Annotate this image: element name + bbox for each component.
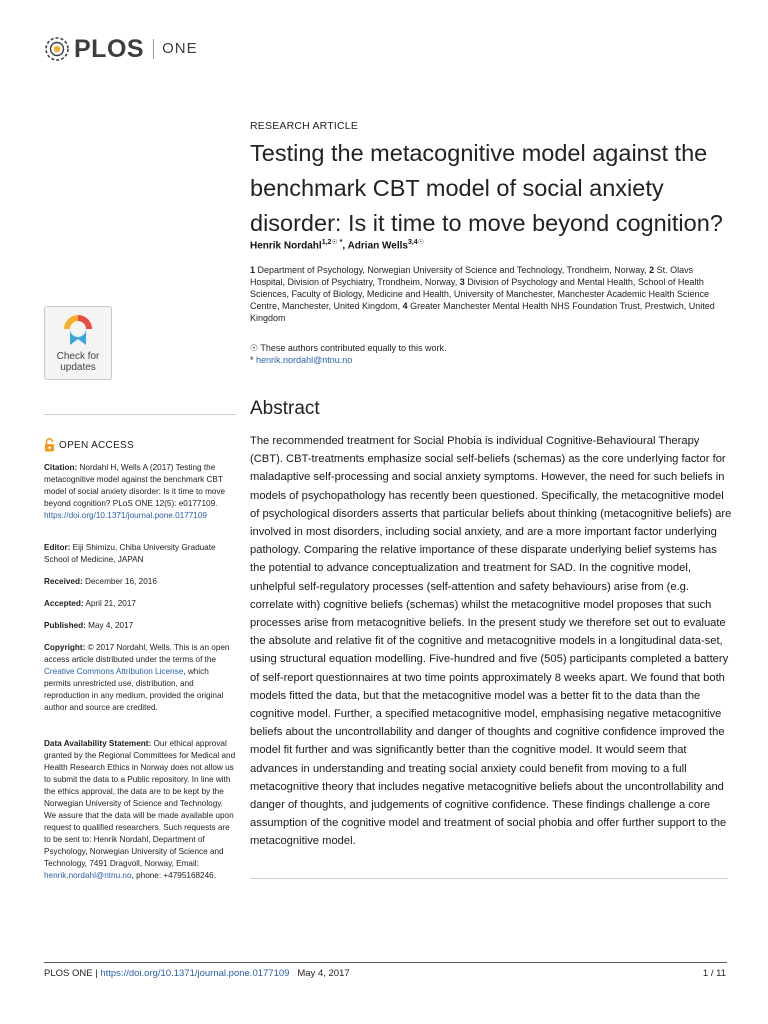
copyright-label: Copyright:: [44, 643, 86, 652]
footer-date: May 4, 2017: [297, 968, 350, 979]
check-for-updates-badge[interactable]: [44, 306, 112, 380]
affiliation-number: 2: [649, 265, 655, 275]
abstract-heading: Abstract: [250, 398, 320, 419]
license-link[interactable]: Creative Commons Attribution License: [44, 667, 184, 676]
affiliation-number: 3: [459, 277, 465, 287]
data-availability-text-end: , phone: +4795168246.: [131, 871, 216, 880]
logo-journal-text: ONE: [162, 40, 198, 57]
author-name[interactable]: Henrik Nordahl: [250, 240, 322, 252]
corresponding-author-note: [250, 354, 352, 366]
affiliations: [250, 264, 720, 324]
abstract-divider: [250, 878, 728, 879]
affiliation-number: 4: [402, 301, 408, 311]
plos-logo-icon: [44, 36, 70, 62]
author-affiliation-marks: 3,4☉: [407, 239, 424, 246]
footer-journal: PLOS ONE |: [44, 968, 98, 979]
citation-label: Citation:: [44, 463, 78, 472]
check-for-updates-label: [45, 351, 111, 373]
copyright-text: © 2017 Nordahl, Wells. This is an open access article distributed under the terms of the: [44, 643, 230, 664]
accepted-text: April 21, 2017: [85, 599, 136, 608]
author-list: Henrik Nordahl$^{1,2☉ *}$, Adrian Wells$^{3,4☉}$: [250, 239, 424, 252]
article-type: RESEARCH ARTICLE: [250, 120, 359, 132]
crossmark-icon: [60, 311, 96, 349]
equal-contribution-note: ☉ These authors contributed equally to this work.: [250, 343, 447, 353]
open-lock-icon: [44, 438, 55, 452]
editor-text: Eiji Shimizu, Chiba University Graduate School of Medicine, JAPAN: [44, 543, 216, 564]
published-label: Published:: [44, 621, 86, 630]
published-date: [44, 620, 236, 632]
author-affiliation-marks: 1,2☉ *: [321, 239, 343, 246]
plos-one-logo: [44, 34, 198, 64]
received-date: [44, 576, 236, 588]
footer-citation: [44, 968, 350, 979]
received-label: Received:: [44, 577, 83, 586]
affiliation-text: Department of Psychology, Norwegian University of Science and Technology, Trondheim, Norway,: [257, 265, 647, 275]
received-text: December 16, 2016: [84, 577, 157, 586]
data-availability-email-link[interactable]: henrik.nordahl@ntnu.no: [44, 871, 132, 880]
copyright-text-end: , which permits unrestricted use, distribution, and reproduction in any medium, provided the original author and source are credited.: [44, 667, 224, 712]
open-access-text: OPEN ACCESS: [59, 439, 134, 451]
footer-divider: [44, 962, 727, 963]
data-availability-block: [44, 738, 236, 882]
affiliation-number: 1: [250, 265, 256, 275]
footer-doi-link[interactable]: https://doi.org/10.1371/journal.pone.0177109: [100, 968, 290, 979]
citation-text: Nordahl H, Wells A (2017) Testing the metacognitive model against the benchmark CBT model of social anxiety disorder: Is it time to move beyond cognition? PLoS ONE 12(5): e0177109.: [44, 463, 226, 508]
affiliation-text: Greater Manchester Mental Health NHS Foundation Trust, Prestwich, United Kingdom: [250, 301, 715, 323]
accepted-label: Accepted:: [44, 599, 84, 608]
open-access-label: [44, 438, 134, 452]
corresponding-email-link[interactable]: henrik.nordahl@ntnu.no: [256, 355, 353, 365]
accepted-date: [44, 598, 236, 610]
editor-block: [44, 542, 236, 566]
data-availability-text: Our ethical approval granted by the Regional Committees for Medical and Health Research Ethics in Norway does not allow us to submit the data to a Public repository. In line with the ethics approval, the data are to be kept by the Norwegian University of Science and Technology. We assure that the data will be made available upon request to qualified researchers. Such requests are to be sent to: Henrik Nordahl, Department of Psychology, Norwegian University of Science and Technology, 7491 Dragvoll, Norway, Email:: [44, 739, 236, 868]
author-name[interactable]: Adrian Wells: [347, 240, 408, 252]
copyright-block: [44, 642, 236, 714]
abstract-text: The recommended treatment for Social Phobia is individual Cognitive-Behavioural Therapy (CBT). CBT-treatments emphasize social self-beliefs (schemas) as the core underlying factor for maladaptive self-processing and social anxiety symptoms. However, the need for such beliefs in models of psychopathology has recently been questioned. Specifically, the metacognitive model of psychological disorders asserts that particular beliefs about thinking (metacognitive beliefs) are involved in most disorders, including social anxiety, and are a more important factor underlying pathology. Comparing the relative importance of these disparate underlying belief systems has the potential to advance conceptualization and treatment for SAD. In the cognitive model, unhelpful self-regulatory processes (self-attention and safety behaviours) arise from (e.g. correlate with) cognitive beliefs (schemas) whilst the metacognitive model proposes that such processes arise from metacognitive beliefs. In the present study we therefore set out to evaluate the absolute and relative fit of the cognitive and metacognitive models in a longitudinal data-set, using structural equation modelling. Five-hundred and five (505) participants completed a battery of self-report questionnaires at two time points approximately 8 weeks apart. We found that both models fitted the data, but that the metacognitive model was a better fit to the data than the cognitive model. Further, a specified metacognitive model, emphasising negative metacognitive beliefs about the uncontrollability and danger of thoughts and cognitive confidence improved the model fit further and was significantly better than the cognitive model. It would seem that advances in understanding and treating social anxiety could benefit from moving to a full metacognitive theory that includes negative metacognitive beliefs about the uncontrollability and danger of thoughts, and judgements of cognitive confidence. These findings challenge a core assumption of the cognitive model and treatment of social phobia and offer further support to the metacognitive model.: [250, 435, 732, 848]
badge-line-2: updates: [60, 362, 96, 373]
published-text: May 4, 2017: [88, 621, 134, 630]
article-title: Testing the metacognitive model against the benchmark CBT model of social anxiety disorder: Is it time to move beyond cognition?: [250, 140, 723, 236]
page-number: 1 / 11: [702, 968, 726, 979]
badge-line-1: Check for: [56, 351, 100, 362]
citation-doi-link[interactable]: https://doi.org/10.1371/journal.pone.0177109: [44, 511, 207, 520]
corresponding-marker: *: [250, 355, 254, 365]
logo-divider: [153, 39, 154, 59]
sidebar-divider: [44, 414, 236, 415]
affiliation-text: St. Olavs Hospital, Division of Psychiatry, Trondheim, Norway,: [250, 265, 694, 287]
editor-label: Editor:: [44, 543, 71, 552]
logo-plos-text: PLOS: [74, 35, 145, 63]
citation-block: [44, 462, 236, 522]
affiliation-text: Division of Psychology and Mental Health, School of Health Sciences, Faculty of Biology, Medicine and Health, University of Manchester, Manchester Academic Health Science Centre, Manchester, United Kingdom,: [250, 277, 710, 311]
data-availability-label: Data Availability Statement:: [44, 739, 152, 748]
